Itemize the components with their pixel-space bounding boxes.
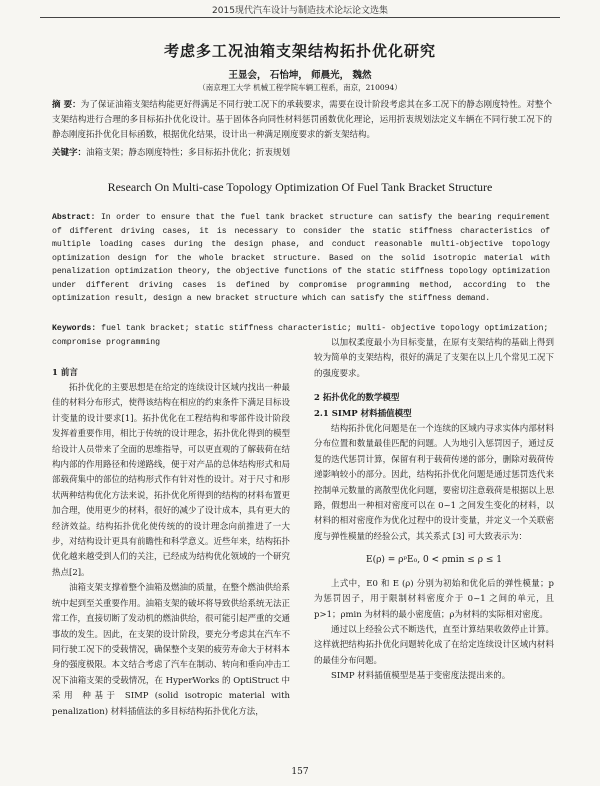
keywords-zh <box>52 146 552 160</box>
density-formula: E(ρ) = ρᵖE₀, 0 < ρmin ≤ ρ ≤ 1 <box>366 555 502 566</box>
abstract-en-label: Abstract: <box>52 213 96 222</box>
keywords-zh-label: 关键字： <box>52 148 87 158</box>
keywords-en-text: fuel tank bracket; static stiffness characteristic; multi- objective topology optimization; compromise programming <box>52 324 549 347</box>
abstract-en-text: In order to ensure that the fuel tank bracket structure can satisfy the bearing requirement of different driving cases, it is necessary to consider the static stiffness characteristics of multiple loading cases during the design phase, and conduct reasonable multi-objective topology optimization design for the whole bracket structure. Based on the solid isotropic material with penalization optimization theory, the objective functions of the static stiffness topology optimization under different driving cases is defined by compromise programming method, according to the optimization result, design a new bracket structure which can satisfy the stiffness demand. <box>52 213 550 303</box>
paper-title-en: Research On Multi-case Topology Optimization Of Fuel Tank Bracket Structure <box>107 180 493 194</box>
abstract-en <box>52 211 550 306</box>
abstract-zh <box>52 98 552 143</box>
right-paragraph-4: 通过以上经验公式不断迭代，直至计算结果收敛停止计算。这样就把结构拓扑优化问题转化成了在给定连续设计区域内材料的最佳分布问题。 <box>314 624 554 666</box>
header-rule <box>40 17 560 18</box>
section-2-1-title: 2.1 SIMP 材料插值模型 <box>314 408 412 419</box>
left-column <box>52 381 290 720</box>
authors-zh: 王显会， 石怡坤， 师晨光， 魏然 <box>228 70 372 81</box>
page-number: 157 <box>291 767 309 777</box>
left-paragraph-2: 油箱支架支撑着整个油箱及燃油的质量，在整个燃油供给系统中起到至关重要作用。油箱支架的破坏将导致供给系统无法正常工作，直接切断了发动机的燃油供给，很可能引起严重的交通事故的发生。因此，在支架的设计阶段，要充分考虑其在汽车不同行驶工况下的受载情况，确保整个支架的疲劳寿命大于材料本身的强度极限。本文结合考虑了汽车在制动、转向和垂向冲击工况下油箱支架的受载情况，在 HyperWorks 的 OptiStruct 中采用 种基于 SIMP (solid isotropic material with penalization) 材料插值法的多目标结构拓扑优化方法， <box>52 583 291 717</box>
section-2-title: 2 拓扑优化的数学模型 <box>314 393 400 404</box>
keywords-zh-text: 油箱支架；静态刚度特性；多目标拓扑优化；折衷规划 <box>86 148 291 158</box>
section-1-title: 1 前言 <box>52 368 78 378</box>
right-paragraph-2: 结构拓扑优化问题是在一个连续的区域内寻求实体内部材料分布位置和数量最佳匹配的问题。人为地引入惩罚因子，通过反复的迭代惩罚计算，保留有利于载荷传递的部分，删除对载荷传递影响较小的部分。因此，结构拓扑优化问题是通过惩罚迭代来控制单元数量的离散型优化问题，要密切注意载荷是根据以上思路，假想出一种相对密度可以在 0~1 之间发生变化的材料，以材料的相对密度作为优化过程中的设计变量，并定义一个关联密度与弹性模量的经验公式，其关系式 [3] 可大致表示为： <box>314 424 554 542</box>
paper-title-zh: 考虑多工况油箱支架结构拓扑优化研究 <box>163 42 436 60</box>
right-paragraph-1: 以加权柔度最小为目标变量，在原有支架结构的基础上得到较为简单的支架结构，很好的满足了支架在以上几个常见工况下的强度要求。 <box>314 338 554 379</box>
right-paragraph-3: 上式中，E0 和 E (ρ) 分别为初始和优化后的弹性模量；p 为惩罚因子，用于限制材料密度介于 0~1 之间的单元，且 p>1；ρmin 为材料的最小密度值；ρ为材料的实际相对密度。 <box>314 578 554 620</box>
left-paragraph-1: 拓扑优化的主要思想是在给定的连续设计区域内找出一种最佳的材料分布形式，使得该结构在相应的约束条件下满足目标设计变量的设计要求[1]。拓扑优化在工程结构和零部件设计阶段发挥着重要作用，相比于传统的设计理念，拓扑优化得到的模型给设计人员带来了全面的思维指导，可以更直观的了解载荷在结构内部的作用路径和传递路线，便于对产品的总体结构形式和局部载荷集中的部位的结构形式作有针对性的设计。对于尺寸和形状两种结构优化方法来说，拓扑优化所得到的结构的材料布置更加合理，使用更少的材料，很好的减少了设计成本，具有更大的经济效益。结构拓扑优化使传统的的设计理念向前推进了一大步，对结构设计更具有前瞻性和科学意义。近些年来，结构拓扑优化越来越受到人们的关注，已经成为结构优化领域的一个研究热点[2]。 <box>52 383 291 578</box>
right-column <box>314 336 554 685</box>
abstract-zh-text: 为了保证油箱支架结构能更好得满足不同行驶工况下的承载要求，需要在设计阶段考虑其在多工况下的静态刚度特性。对整个支架结构进行合理的多目标拓扑优化设计。基于固体各向同性材料惩罚函数优化理论，运用折衷规划法定义车辆在不同行驶工况下的静态刚度拓扑优化目标函数，根据优化结果，设计出一种满足刚度要求的新支架结构。 <box>52 100 552 140</box>
abstract-zh-label: 摘 要： <box>52 100 81 110</box>
keywords-en-label: Keywords: <box>52 324 97 333</box>
running-header: 2015现代汽车设计与制造技术论坛论文选集 <box>212 6 388 16</box>
affiliation-zh: （南京理工大学 机械工程学院车辆工程系，南京，210094） <box>198 83 402 92</box>
right-paragraph-5: SIMP 材料插值模型是基于变密度法提出来的。 <box>331 671 511 682</box>
